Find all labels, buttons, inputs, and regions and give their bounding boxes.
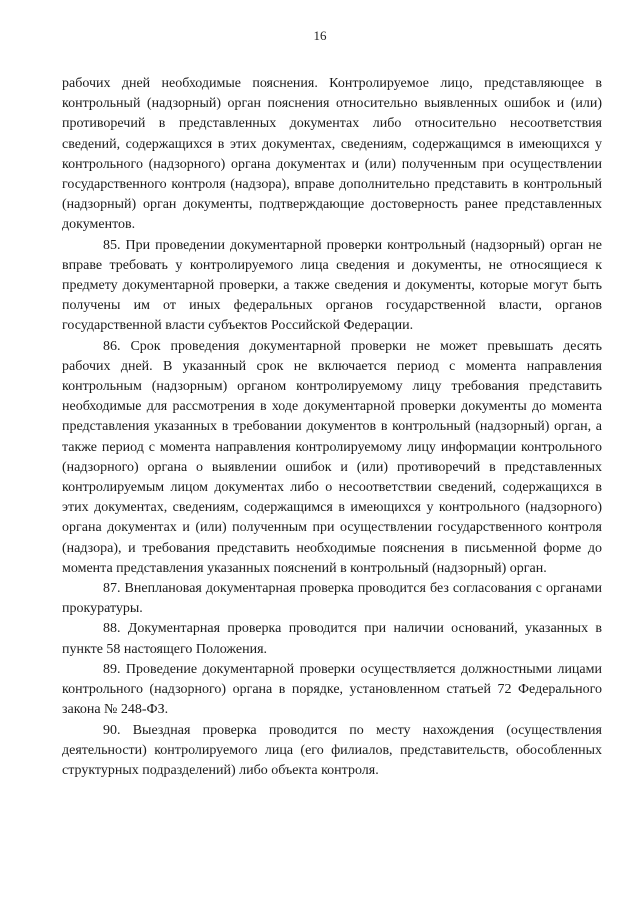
paragraph-90: 90. Выездная проверка проводится по месту нахождения (осуществления деятельности) контролируемого лица (его филиалов, представительств, обособленных структурных подразделений) либо объекта контроля. bbox=[62, 722, 602, 778]
paragraph-86: 86. Срок проведения документарной проверки не может превышать десять рабочих дней. В указанный срок не включается период с момента направления контрольным (надзорным) органом контролируемому лицу требования представить необходимые для рассмотрения в ходе документарной проверки документы до момента представления указанных в требовании документов в контрольный (надзорный) орган, а также период с момента направления контролируемому лицу информации контрольного (надзорного) органа о выявлении ошибок и (или) противоречий в представленных контролируемым лицом документах либо о несоответствии сведений, содержащихся в этих документах, сведениям, содержащимся в имеющихся у контрольного (надзорного) органа документах и (или) полученным при осуществлении государственного контроля (надзора), и требования представить необходимые пояснения в письменной форме до момента представления указанных пояснений в контрольный (надзорный) орган. bbox=[62, 338, 602, 576]
document-body bbox=[62, 74, 602, 781]
paragraph-continuation: рабочих дней необходимые пояснения. Контролируемое лицо, представляющее в контрольный (надзорный) орган пояснения относительно выявленных ошибок и (или) противоречий в представленных документах либо относительно несоответствия сведений, содержащихся в этих документах, сведениям, содержащимся в имеющихся у контрольного (надзорного) органа документах и (или) полученным при осуществлении государственного контроля (надзора), вправе дополнительно представить в контрольный (надзорный) орган документы, подтверждающие достоверность ранее представленных документов. bbox=[62, 76, 602, 233]
page-number: 16 bbox=[313, 28, 327, 43]
paragraph-88: 88. Документарная проверка проводится при наличии оснований, указанных в пункте 58 настоящего Положения. bbox=[62, 621, 602, 657]
paragraph-87: 87. Внеплановая документарная проверка проводится без согласования с органами прокуратуры. bbox=[62, 581, 602, 617]
paragraph-89: 89. Проведение документарной проверки осуществляется должностными лицами контрольного (надзорного) органа в порядке, установленном статьей 72 Федерального закона № 248-ФЗ. bbox=[62, 661, 602, 718]
paragraph-85: 85. При проведении документарной проверки контрольный (надзорный) орган не вправе требовать у контролируемого лица сведения и документы, не относящиеся к предмету документарной проверки, а также сведения и документы, которые могут быть получены им от иных федеральных органов государственной власти, органов государственной власти субъектов Российской Федерации. bbox=[62, 237, 602, 334]
